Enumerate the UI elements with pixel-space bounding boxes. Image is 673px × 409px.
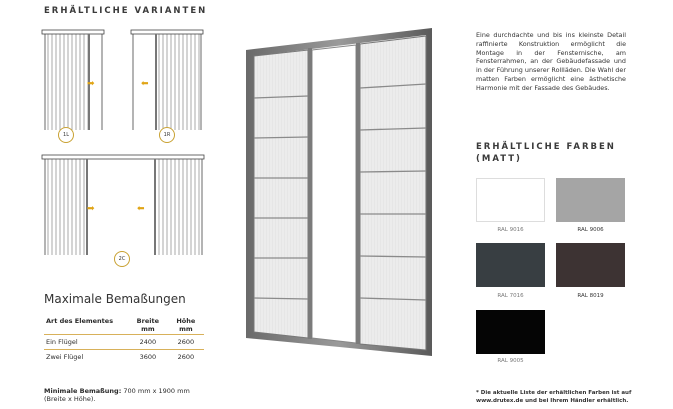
dimensions-table [44, 316, 204, 364]
color-label-ral-7016: RAL 7016 [497, 293, 524, 299]
product-image [236, 20, 446, 362]
color-label-ral-9016: RAL 9016 [497, 227, 524, 233]
dimensions-title: Maximale Bemaßungen [44, 292, 186, 306]
color-label-ral-9006: RAL 9006 [577, 227, 604, 233]
variant-2c-drawing [42, 155, 204, 259]
arrow-left-icon: ⬅ [137, 203, 145, 213]
table-row [44, 350, 204, 365]
variant-2c-badge: 2C [114, 251, 130, 267]
arrow-right-icon: ➡ [87, 78, 95, 88]
footnote-line1: * Die aktuelle Liste der erhältlichen Farben ist auf [476, 390, 632, 396]
colors-title [476, 141, 616, 165]
variants-title: ERHÄLTLICHE VARIANTEN [44, 6, 208, 16]
cell-type: Ein Flügel [44, 335, 128, 350]
cell-type: Zwei Flügel [44, 350, 128, 365]
minimal-dimension [44, 387, 214, 403]
footnote-line2: www.drutex.de und bei Ihrem Händler erhältlich. [476, 398, 629, 404]
cell-height: 2600 [168, 335, 204, 350]
color-swatch-ral-7016[interactable] [476, 243, 545, 287]
cell-width: 2400 [128, 335, 168, 350]
arrow-right-icon: ➡ [87, 203, 95, 213]
colors-title-line2: (MATT) [476, 154, 522, 164]
colors-title-line1: ERHÄLTLICHE FARBEN [476, 142, 616, 152]
color-label-ral-9005: RAL 9005 [497, 358, 524, 364]
color-swatch-ral-8019[interactable] [556, 243, 625, 287]
variant-1r-badge: 1R [159, 127, 175, 143]
color-label-ral-8019: RAL 8019 [577, 293, 604, 299]
column-header-type: Art des Elementes [46, 317, 114, 325]
cell-width: 3600 [128, 350, 168, 365]
variant-1l-badge: 1L [58, 127, 74, 143]
column-header-height: Höhe mm [176, 317, 196, 333]
column-header-width: Breite mm [136, 317, 159, 333]
color-swatch-ral-9006[interactable] [556, 178, 625, 222]
description-text: Eine durchdachte und bis ins kleinste Detail raffinierte Konstruktion ermöglicht die Montage in der Fensternische, am Fensterrahmen, an der Gebäudefassade und in der Führung unserer Rollläden. Die Wahl der matten Farben ermöglicht eine ästhetische Harmonie mit der Fassade des Gebäudes. [476, 31, 626, 92]
minimal-label: Minimale Bemaßung: [44, 387, 122, 395]
footnote [476, 389, 666, 405]
arrow-left-icon: ⬅ [141, 78, 149, 88]
minimal-value: 700 mm x 1900 mm [123, 387, 190, 395]
table-row [44, 335, 204, 350]
color-swatch-ral-9005[interactable] [476, 310, 545, 354]
cell-height: 2600 [168, 350, 204, 365]
minimal-note: (Breite x Höhe). [44, 395, 96, 403]
color-swatch-ral-9016[interactable] [476, 178, 545, 222]
